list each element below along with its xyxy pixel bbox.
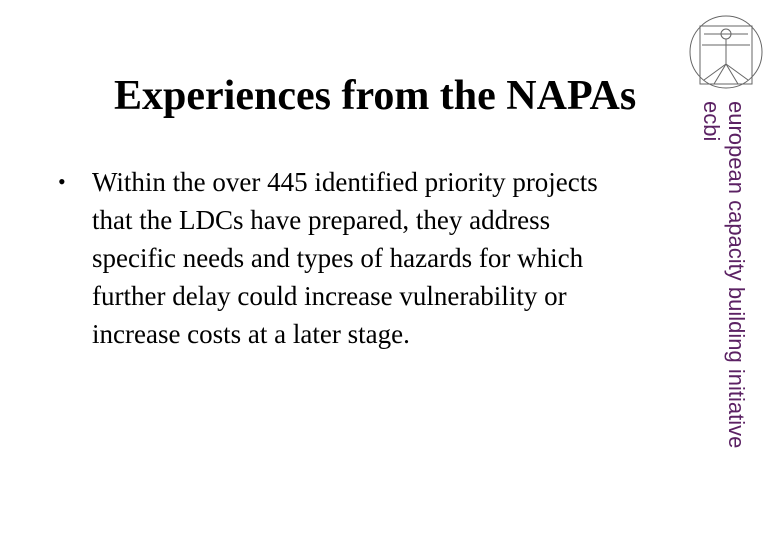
- branding-vertical-label: [697, 101, 749, 519]
- bullet-line: increase costs at a later stage.: [92, 319, 410, 349]
- bullet-line: specific needs and types of hazards for which: [92, 243, 584, 273]
- bullet-list: [58, 163, 698, 353]
- bullet-line: Within the over 445 identified priority projects: [92, 167, 598, 197]
- bullet-glyph: •: [58, 169, 66, 194]
- bullet-line: that the LDCs have prepared, they address: [92, 205, 551, 235]
- org-name: european capacity building initiative: [724, 101, 749, 449]
- vitruvian-man-icon: [686, 12, 766, 92]
- bullet-item: [58, 163, 698, 353]
- bullet-line: further delay could increase vulnerability or: [92, 281, 567, 311]
- org-acronym: ecbi: [699, 101, 724, 142]
- slide-title: Experiences from the NAPAs: [114, 73, 637, 119]
